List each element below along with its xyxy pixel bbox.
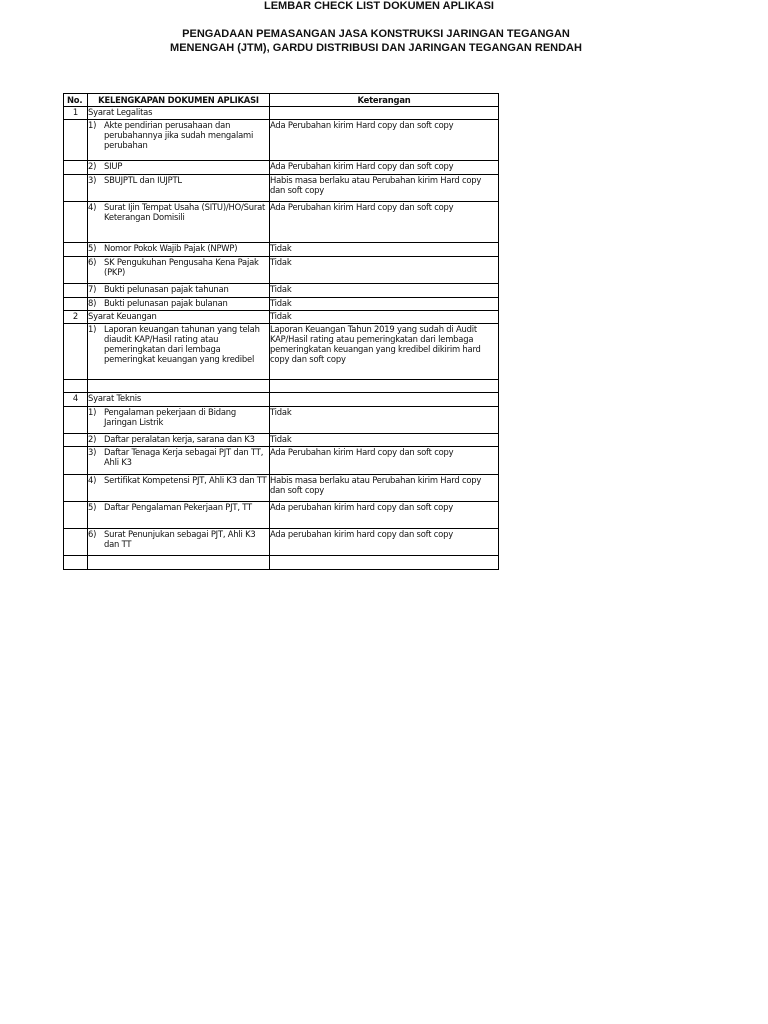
page-subtitle — [0, 27, 760, 55]
table-row — [64, 298, 499, 311]
row-number — [64, 120, 88, 161]
item-text: Daftar peralatan kerja, sarana dan K3 — [104, 434, 255, 444]
keterangan-cell — [270, 393, 499, 407]
numbered-item — [88, 175, 269, 185]
document-cell — [88, 107, 270, 120]
numbered-item — [88, 407, 269, 427]
document-cell — [88, 202, 270, 243]
table-row — [64, 175, 499, 202]
header-no: No. — [64, 94, 88, 107]
document-cell — [88, 161, 270, 175]
numbered-item — [88, 202, 269, 222]
header-keterangan: Keterangan — [270, 94, 499, 107]
row-number — [64, 475, 88, 502]
row-number — [64, 447, 88, 475]
numbered-item — [88, 324, 269, 364]
item-number: 5) — [88, 243, 97, 253]
row-number — [64, 502, 88, 529]
item-text: Sertifikat Kompetensi PJT, Ahli K3 dan TT — [104, 475, 267, 485]
table-row — [64, 393, 499, 407]
item-number: 7) — [88, 284, 97, 294]
table-header-row — [64, 94, 499, 107]
keterangan-cell: Tidak — [270, 407, 499, 434]
row-number — [64, 284, 88, 298]
table-row — [64, 120, 499, 161]
item-number: 8) — [88, 298, 97, 308]
keterangan-cell: Tidak — [270, 284, 499, 298]
item-number: 4) — [88, 202, 97, 212]
table-row — [64, 502, 499, 529]
item-text: Akte pendirian perusahaan dan perubahannya jika sudah mengalami perubahan — [104, 120, 254, 150]
document-cell — [88, 311, 270, 324]
document-cell — [88, 556, 270, 570]
row-number — [64, 257, 88, 284]
document-cell — [88, 447, 270, 475]
document-cell — [88, 407, 270, 434]
item-text: Daftar Pengalaman Pekerjaan PJT, TT — [104, 502, 252, 512]
row-number — [64, 324, 88, 380]
table-row — [64, 284, 499, 298]
keterangan-cell: Tidak — [270, 434, 499, 447]
section-label: Syarat Keuangan — [88, 311, 157, 321]
document-cell — [88, 475, 270, 502]
keterangan-cell: Tidak — [270, 311, 499, 324]
keterangan-cell — [270, 556, 499, 570]
row-number — [64, 434, 88, 447]
table-row — [64, 161, 499, 175]
item-text: Laporan keuangan tahunan yang telah diaudit KAP/Hasil rating atau pemeringkatan dari lembaga pemeringkat keuangan yang kredibel — [104, 324, 260, 364]
document-cell — [88, 120, 270, 161]
item-number: 3) — [88, 447, 97, 457]
numbered-item — [88, 434, 269, 444]
numbered-item — [88, 447, 269, 467]
numbered-item — [88, 529, 269, 549]
table-body — [64, 107, 499, 570]
table-row — [64, 556, 499, 570]
numbered-item — [88, 502, 269, 512]
item-number: 1) — [88, 120, 97, 130]
document-cell — [88, 175, 270, 202]
row-number — [64, 529, 88, 556]
document-cell — [88, 243, 270, 257]
item-text: Pengalaman pekerjaan di Bidang Jaringan Listrik — [104, 407, 237, 427]
table-row — [64, 257, 499, 284]
table-row — [64, 107, 499, 120]
document-cell — [88, 298, 270, 311]
numbered-item — [88, 120, 269, 150]
table-row — [64, 202, 499, 243]
item-number: 5) — [88, 502, 97, 512]
item-number: 4) — [88, 475, 97, 485]
keterangan-cell — [270, 380, 499, 393]
header-document: KELENGKAPAN DOKUMEN APLIKASI — [88, 94, 270, 107]
document-cell — [88, 393, 270, 407]
item-text: SIUP — [104, 161, 123, 171]
table-row — [64, 380, 499, 393]
item-number: 1) — [88, 407, 97, 417]
item-number: 3) — [88, 175, 97, 185]
keterangan-cell: Ada Perubahan kirim Hard copy dan soft copy — [270, 447, 499, 475]
item-text: Bukti pelunasan pajak bulanan — [104, 298, 228, 308]
item-text: Nomor Pokok Wajib Pajak (NPWP) — [104, 243, 238, 253]
page-title: LEMBAR CHECK LIST DOKUMEN APLIKASI — [264, 0, 494, 12]
table-row — [64, 407, 499, 434]
keterangan-cell: Tidak — [270, 243, 499, 257]
numbered-item — [88, 298, 269, 308]
row-number — [64, 175, 88, 202]
row-number — [64, 243, 88, 257]
item-text: Bukti pelunasan pajak tahunan — [104, 284, 229, 294]
row-number: 1 — [64, 107, 88, 120]
item-number: 2) — [88, 161, 97, 171]
item-text: SK Pengukuhan Pengusaha Kena Pajak (PKP) — [104, 257, 259, 277]
document-cell — [88, 529, 270, 556]
subtitle-line-2: MENENGAH (JTM), GARDU DISTRIBUSI DAN JARINGAN TEGANGAN RENDAH — [170, 42, 582, 54]
table-row — [64, 434, 499, 447]
row-number — [64, 202, 88, 243]
item-text: SBUJPTL dan IUJPTL — [104, 175, 182, 185]
keterangan-cell: Ada perubahan kirim hard copy dan soft copy — [270, 529, 499, 556]
row-number — [64, 556, 88, 570]
numbered-item — [88, 243, 269, 253]
numbered-item — [88, 284, 269, 294]
document-cell — [88, 257, 270, 284]
keterangan-cell: Ada Perubahan kirim Hard copy dan soft copy — [270, 202, 499, 243]
table-row — [64, 447, 499, 475]
item-text: Daftar Tenaga Kerja sebagai PJT dan TT, Ahli K3 — [104, 447, 264, 467]
item-text: Surat Ijin Tempat Usaha (SITU)/HO/Surat Keterangan Domisili — [104, 202, 266, 222]
subtitle-line-1: PENGADAAN PEMASANGAN JASA KONSTRUKSI JARINGAN TEGANGAN — [182, 28, 570, 40]
table-row — [64, 475, 499, 502]
row-number: 2 — [64, 311, 88, 324]
item-number: 6) — [88, 257, 97, 267]
document-cell — [88, 284, 270, 298]
item-number: 1) — [88, 324, 97, 334]
numbered-item — [88, 475, 269, 485]
row-number — [64, 298, 88, 311]
row-number — [64, 161, 88, 175]
keterangan-cell: Tidak — [270, 298, 499, 311]
document-cell — [88, 324, 270, 380]
table-row — [64, 529, 499, 556]
row-number — [64, 407, 88, 434]
numbered-item — [88, 257, 269, 277]
table-row — [64, 311, 499, 324]
keterangan-cell: Ada Perubahan kirim Hard copy dan soft copy — [270, 161, 499, 175]
row-number: 4 — [64, 393, 88, 407]
item-text: Surat Penunjukan sebagai PJT, Ahli K3 dan TT — [104, 529, 256, 549]
keterangan-cell: Laporan Keuangan Tahun 2019 yang sudah di Audit KAP/Hasil rating atau pemeringkatan dari lembaga pemeringkatan keuangan yang kredibel dikirim hard copy dan soft copy — [270, 324, 499, 380]
keterangan-cell: Habis masa berlaku atau Perubahan kirim Hard copy dan soft copy — [270, 175, 499, 202]
keterangan-cell — [270, 107, 499, 120]
document-cell — [88, 380, 270, 393]
section-label: Syarat Teknis — [88, 393, 142, 403]
item-number: 2) — [88, 434, 97, 444]
keterangan-cell: Ada Perubahan kirim Hard copy dan soft copy — [270, 120, 499, 161]
keterangan-cell: Tidak — [270, 257, 499, 284]
numbered-item — [88, 161, 269, 171]
item-number: 6) — [88, 529, 97, 539]
document-cell — [88, 502, 270, 529]
checklist-table — [63, 93, 499, 570]
section-label: Syarat Legalitas — [88, 107, 153, 117]
document-cell — [88, 434, 270, 447]
table-row — [64, 324, 499, 380]
keterangan-cell: Ada perubahan kirim hard copy dan soft copy — [270, 502, 499, 529]
table-row — [64, 243, 499, 257]
keterangan-cell: Habis masa berlaku atau Perubahan kirim Hard copy dan soft copy — [270, 475, 499, 502]
row-number — [64, 380, 88, 393]
